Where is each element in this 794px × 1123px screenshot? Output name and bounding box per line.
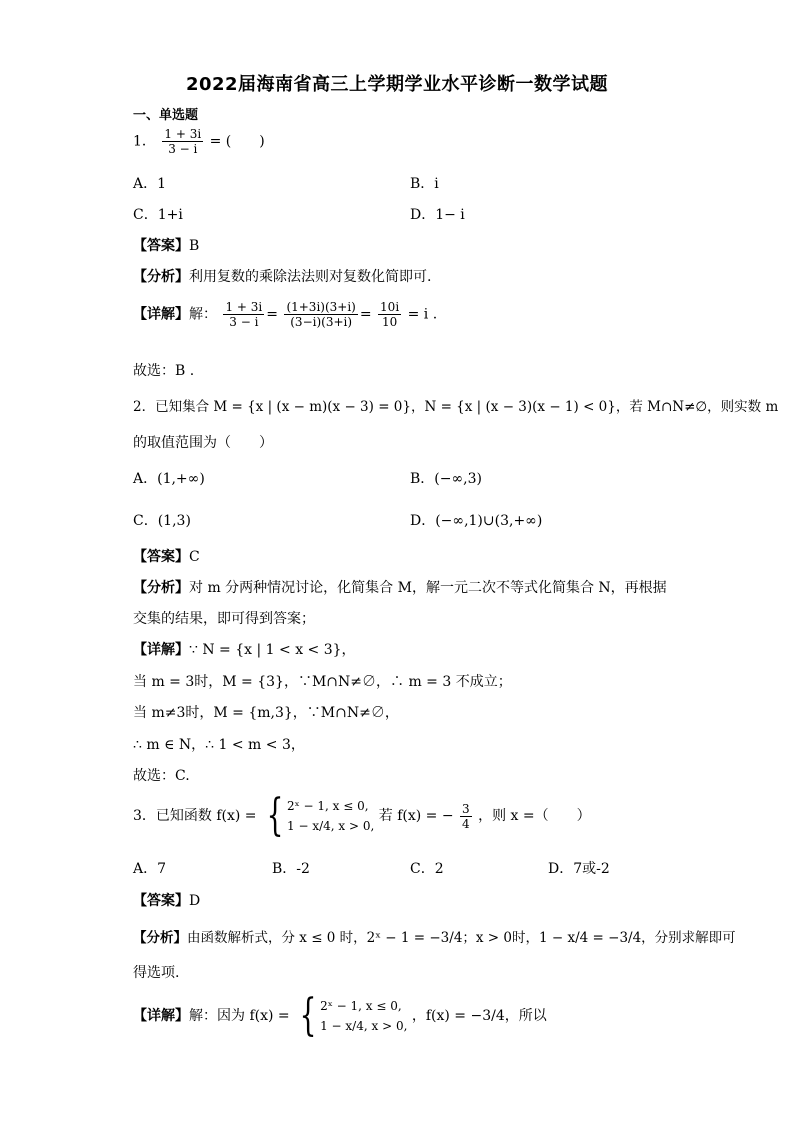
q2-analysis-line1 xyxy=(133,577,667,597)
analysis-label: 【分析】 xyxy=(133,930,187,946)
q3-option-a: A．7 xyxy=(133,861,167,877)
q3-detail-case1: 2ˣ − 1, x ≤ 0, xyxy=(320,999,402,1013)
left-brace-icon: { xyxy=(266,790,284,841)
q3-analysis-line1 xyxy=(133,926,736,946)
q1-option-d: D．1− i xyxy=(410,207,465,223)
answer-label: 【答案】 xyxy=(133,549,189,565)
q1-d-f1-den: 3 − i xyxy=(229,315,259,329)
q1-d-f1-num: 1 + 3i xyxy=(225,300,263,314)
detail-label: 【详解】 xyxy=(133,306,189,323)
q1-d-f2-den: (3−i)(3+i) xyxy=(290,315,353,329)
q3-detail-case2: 1 − x/4, x > 0, xyxy=(320,1019,408,1033)
q2-detail-line3: 当 m≠3时，M = {m,3}，∵M∩N≠∅， xyxy=(133,705,399,721)
q2-detail-line2: 当 m = 3时，M = {3}，∵M∩N≠∅，∴ m = 3 不成立； xyxy=(133,674,512,690)
q1-fraction xyxy=(162,127,203,156)
left-brace-icon: { xyxy=(299,990,317,1041)
q3-option-d: D．7或-2 xyxy=(548,861,610,877)
q2-option-a: A．(1,+∞) xyxy=(133,471,205,487)
analysis-label: 【分析】 xyxy=(133,580,189,596)
q1-detail-frac2 xyxy=(284,300,357,329)
q3-piecewise xyxy=(261,790,375,841)
q2-stem-line2: 的取值范围为（ ） xyxy=(133,435,273,451)
q3-tail: ，则 x =（ ） xyxy=(478,808,591,824)
q2-analysis-text1: 对 m 分两种情况讨论，化简集合 M，解一元二次不等式化简集合 N，再根据 xyxy=(189,580,667,596)
q1-d-f3-num: 10i xyxy=(380,300,400,314)
q1-detail-prefix: 解： xyxy=(189,306,217,323)
q1-tail: = ( ) xyxy=(209,133,265,150)
q3-mid: 若 f(x) = − xyxy=(378,808,454,824)
q2-detail-line4: ∴ m ∈ N，∴ 1 < m < 3， xyxy=(133,737,305,753)
section-heading: 一、单选题 xyxy=(133,108,199,123)
detail-label: 【详解】 xyxy=(133,1008,189,1024)
q2-detail-line1 xyxy=(133,639,356,659)
q3-analysis-line2: 得选项. xyxy=(133,965,180,981)
q2-detail-text1: ∵ N = {x | 1 < x < 3}， xyxy=(189,642,356,658)
q1-answer xyxy=(133,235,199,255)
q1-analysis xyxy=(133,266,431,286)
q3-detail-mid: ，f(x) = −3/4，所以 xyxy=(411,1008,547,1024)
q1-answer-value: B xyxy=(189,238,200,254)
q1-detail-end: = i . xyxy=(407,306,438,323)
q3-answer xyxy=(133,890,200,910)
q3-case2: 1 − x/4, x > 0, xyxy=(287,819,375,833)
q3-answer-value: D xyxy=(189,893,201,909)
q1-option-b: B．i xyxy=(410,176,439,192)
q3-option-b: B．-2 xyxy=(272,861,310,877)
question-1-stem xyxy=(133,127,265,156)
q1-d-f3-den: 10 xyxy=(381,315,398,329)
q1-frac-num: 1 + 3i xyxy=(164,127,202,141)
q1-analysis-text: 利用复数的乘除法法则对复数化简即可. xyxy=(189,269,432,285)
q2-analysis-line2: 交集的结果，即可得到答案； xyxy=(133,611,315,627)
q3-frac-num: 3 xyxy=(462,801,470,816)
q2-answer-value: C xyxy=(189,549,200,565)
q2-option-b: B．(−∞,3) xyxy=(410,471,482,487)
q3-case1: 2ˣ − 1, x ≤ 0, xyxy=(287,799,369,813)
q2-option-c: C．(1,3) xyxy=(133,513,191,529)
q1-detail: 【详解】解： $\frac{1 + 3i}{3 - i}$ = $\frac{(1+3i)(3+i)}{(3-i)(3+i)}$ = $\frac{10i}{10}$ = i . xyxy=(133,300,438,329)
q3-frac-den: 4 xyxy=(462,816,470,831)
q1-detail-frac3 xyxy=(378,300,401,329)
q3-fraction xyxy=(460,802,472,831)
page-title: 2022届海南省高三上学期学业水平诊断一数学试题 xyxy=(185,74,609,95)
q1-frac-den: 3 − i xyxy=(168,142,198,156)
q3-analysis-text1: 由函数解析式，分 x ≤ 0 时，2ˣ − 1 = −3/4；x > 0时，1 − x/4 = −3/4，分别求解即可 xyxy=(187,930,736,946)
q3-stem xyxy=(133,790,591,841)
q1-number: 1． xyxy=(133,133,156,150)
q1-option-c: C．1+i xyxy=(133,207,183,223)
q3-prefix: 3．已知函数 f(x) = xyxy=(133,808,257,824)
q1-option-a: A．1 xyxy=(133,176,167,192)
q2-option-d: D．(−∞,1)∪(3,+∞) xyxy=(410,513,543,529)
q3-detail xyxy=(133,990,547,1041)
q3-detail-prefix: 解：因为 f(x) = xyxy=(189,1008,290,1024)
q2-stem-line1: 2．已知集合 M = {x | (x − m)(x − 3) = 0}，N = {x | (x − 3)(x − 1) < 0}，若 M∩N≠∅，则实数 m xyxy=(133,399,779,415)
q3-option-c: C．2 xyxy=(410,861,444,877)
detail-label: 【详解】 xyxy=(133,642,189,658)
answer-label: 【答案】 xyxy=(133,893,189,909)
q2-conclusion: 故选：C. xyxy=(133,768,190,784)
analysis-label: 【分析】 xyxy=(133,269,189,285)
q1-d-f2-num: (1+3i)(3+i) xyxy=(286,300,356,314)
q1-detail-frac1 xyxy=(223,300,264,329)
q2-answer xyxy=(133,546,200,566)
q1-conclusion: 故选：B . xyxy=(133,363,195,379)
q3-detail-piecewise xyxy=(294,990,408,1041)
answer-label: 【答案】 xyxy=(133,238,189,254)
